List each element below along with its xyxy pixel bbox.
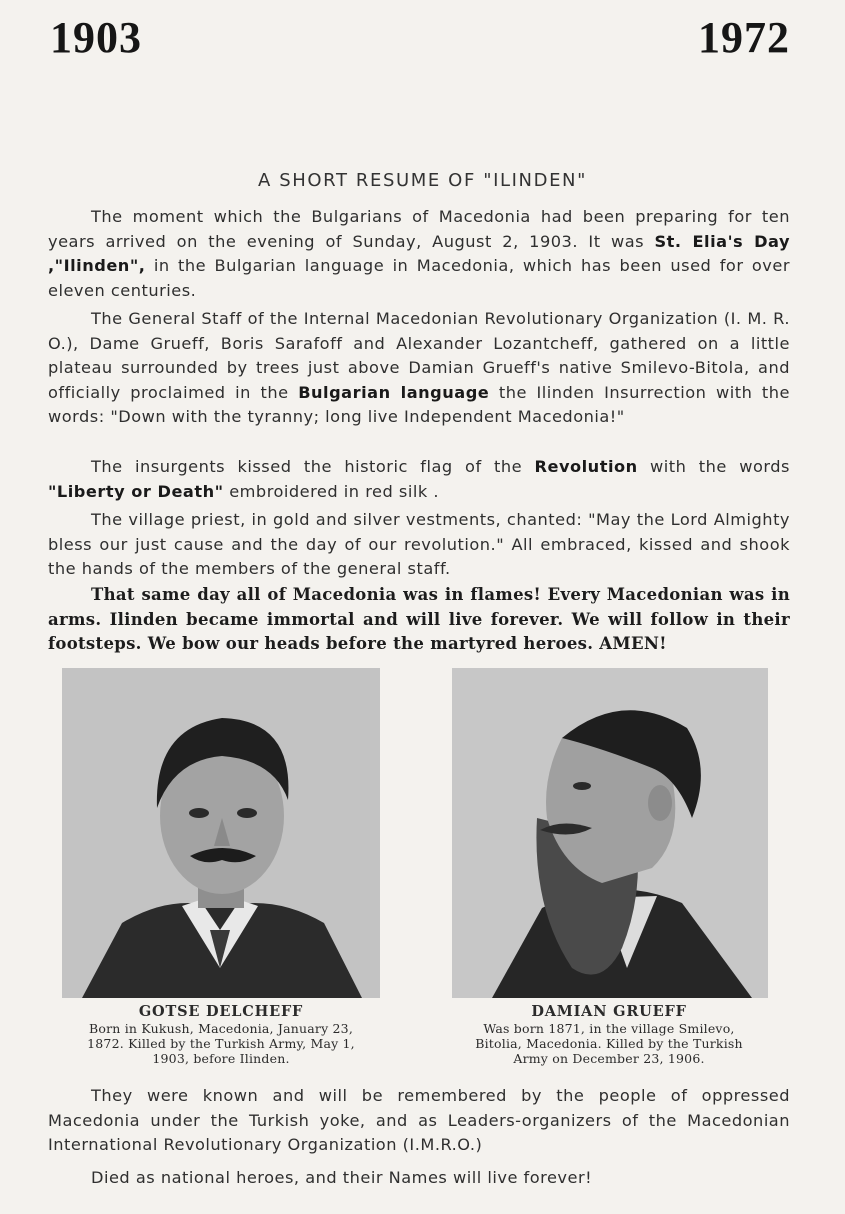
- paragraph-1-bold: St. Elia's Day ,"Ilinden",: [48, 231, 790, 276]
- paragraph-3-text-a: The insurgents kissed the historic flag of the: [91, 457, 535, 476]
- paragraph-4-text: The village priest, in gold and silver vestments, chanted: "May the Lord Almighty bless our just cause and the day of our revolution." All embraced, kissed and shook the hands of the members of the general staff.: [48, 510, 790, 579]
- closing-paragraph-2: Died as national heroes, and their Names will live forever!: [91, 1167, 593, 1187]
- paragraph-2-text-c: the Ilinden Insurrection with the words: "Down with the tyranny; long live Independent Macedonia!": [48, 382, 791, 427]
- paragraph-1-text-c: in the Bulgarian language in Macedonia, which has been used for over eleven centuries.: [48, 256, 790, 300]
- paragraph-2-text-a: The General Staff of the Internal Macedonian Revolutionary Organization (I. M. R. O.), Dame Grueff, Boris Sarafoff and Alexander Lozantcheff, gathered on a little plateau surrounded by trees just above Damian Grueff's native Smilevo-Bitola, and officially proclaimed in the: [48, 309, 790, 402]
- paragraph-3-text-c: with the words: [637, 457, 790, 476]
- paragraph-3: [48, 455, 790, 504]
- year-right: 1972: [698, 13, 790, 62]
- caption-name: DAMIAN GRUEFF: [531, 1003, 687, 1020]
- caption-desc-line-3: 1903, before Ilinden.: [152, 1051, 290, 1066]
- caption-desc-line-2: Bitolia, Macedonia. Killed by the Turkish: [475, 1036, 743, 1051]
- portrait-grueff-illustration: [452, 668, 768, 998]
- caption-delcheff: [41, 1003, 401, 1066]
- paragraph-2: [48, 307, 790, 430]
- paragraph-3-bold-1: Revolution: [534, 457, 638, 476]
- year-left: 1903: [50, 13, 142, 62]
- paragraph-1-text-a: The moment which the Bulgarians of Macedonia had been preparing for ten years arrived on the evening of Sunday, August 2, 1903. It was: [48, 207, 790, 251]
- caption-desc-line-2: 1872. Killed by the Turkish Army, May 1,: [87, 1036, 355, 1051]
- caption-grueff: [429, 1003, 789, 1066]
- paragraph-2-bold: Bulgarian language: [298, 382, 490, 402]
- portrait-delcheff-illustration: [62, 668, 380, 998]
- paragraph-5-bold: [48, 583, 790, 657]
- paragraph-4: [48, 508, 790, 582]
- portrait-photo-grueff: [452, 668, 768, 998]
- closing-section: [48, 1084, 790, 1190]
- caption-desc-line-3: Army on December 23, 1906.: [513, 1051, 705, 1066]
- portrait-photo-delcheff: [62, 668, 380, 998]
- caption-desc-line-1: Was born 1871, in the village Smilevo,: [483, 1021, 735, 1036]
- caption-desc-line-1: Born in Kukush, Macedonia, January 23,: [88, 1021, 353, 1036]
- paragraph-1: [48, 205, 790, 303]
- caption-name: GOTSE DELCHEFF: [138, 1003, 304, 1020]
- closing-paragraph-1: They were known and will be remembered by the people of oppressed Macedonia under the Turkish yoke, and as Leaders-organizers of the Macedonian International Revolutionary Organization (I.M.R.O.): [48, 1086, 790, 1155]
- page-title: A SHORT RESUME OF "ILINDEN": [258, 170, 587, 191]
- paragraph-3-bold-2: "Liberty or Death": [48, 481, 224, 501]
- paragraph-5-text: That same day all of Macedonia was in flames! Every Macedonian was in arms. Ilinden became immortal and will live forever. We will follow in their footsteps. We bow our heads before the martyred heroes. AMEN!: [48, 585, 790, 654]
- paragraph-3-text-e: embroidered in red silk .: [223, 481, 439, 501]
